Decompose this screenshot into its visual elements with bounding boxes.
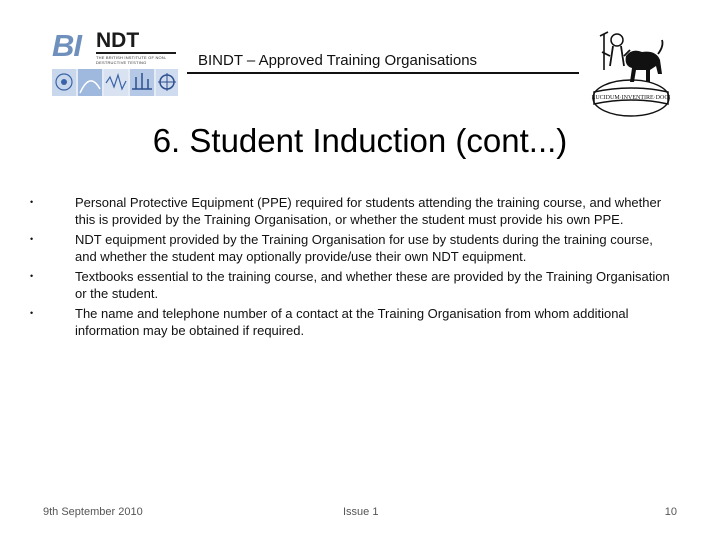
bindt-logo [50,28,180,98]
header-rule [187,72,579,74]
logo-ndt-text: NDT [96,29,140,52]
header-title: BINDT – Approved Training Organisations [198,52,478,69]
bullet-item [30,305,670,339]
bullet-dot: • [30,197,34,207]
logo-image-strip-icon [52,69,178,96]
logo-bi-text: BI [52,28,81,63]
bullet-item [30,194,670,228]
bullet-dot: • [30,234,34,244]
footer-page-number: 10 [664,506,677,518]
crest-logo-icon [590,26,672,122]
bullet-text: NDT equipment provided by the Training Organisation for use by students during the training course, and whether the student may optionally provide/use their own NDT equipment. [75,232,653,264]
slide-title: 6. Student Induction (cont...) [152,122,568,159]
bullet-dot: • [30,308,34,318]
bullet-text: The name and telephone number of a contact at the Training Organisation from whom additional information may be obtained if required. [75,306,629,338]
crest-motto: LUCIDUM·INVENTIRE·DOCI [591,95,671,101]
footer-issue: Issue 1 [343,506,379,518]
bullet-dot: • [30,271,34,281]
bullet-list [30,194,670,342]
logo-rule [96,52,176,54]
logo-tagline: THE BRITISH INSTITUTE OF NON-DESTRUCTIVE TESTING [96,55,167,65]
footer-date: 9th September 2010 [43,506,143,518]
bullet-item [30,231,670,265]
bullet-text: Textbooks essential to the training course, and whether these are provided by the Training Organisation or the student. [75,269,670,301]
bullet-item [30,268,670,302]
bullet-text: Personal Protective Equipment (PPE) required for students attending the training course, and whether this is provided by the Training Organisation, or whether the student must provide his own PPE. [75,195,662,227]
